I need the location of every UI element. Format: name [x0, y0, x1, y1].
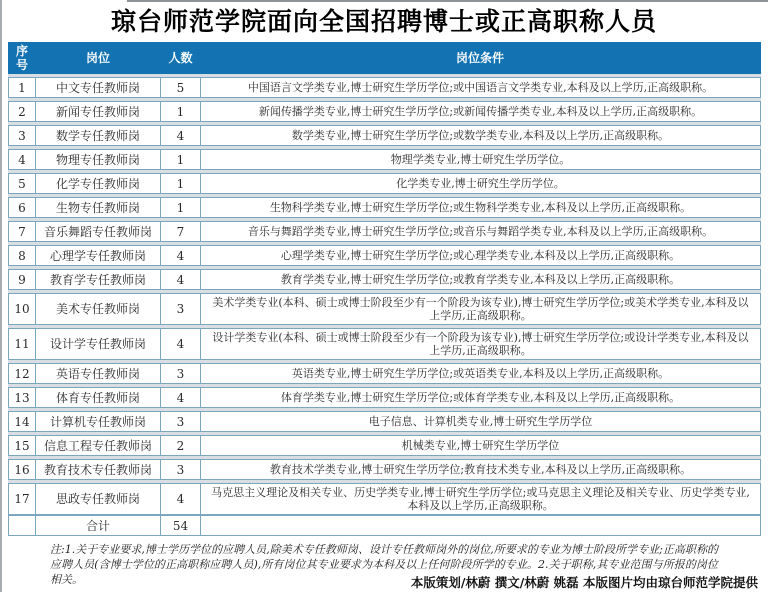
- row-no: 10: [9, 294, 36, 324]
- row-position: 体育专任教师岗: [36, 388, 161, 407]
- row-condition: 设计学类专业(本科、硕士或博士阶段至少有一个阶段为该专业),博士研究生学历学位;或设计学类专业,本科及以上学历,正高级职称。: [212, 331, 749, 357]
- row-count: 1: [161, 174, 201, 193]
- row-condition: 化学类专业,博士研究生学历学位。: [396, 177, 565, 190]
- row-position: 物理专任教师岗: [36, 150, 161, 169]
- column-header-no: 序号: [15, 44, 28, 72]
- total-count: 54: [161, 516, 201, 535]
- recruitment-table: [8, 42, 761, 536]
- table-row: [8, 459, 761, 480]
- row-position: 中文专任教师岗: [36, 78, 161, 97]
- table-body: [8, 77, 761, 515]
- column-header-condition: 岗位条件: [455, 50, 504, 65]
- row-count: 3: [161, 460, 201, 479]
- row-no: 12: [9, 364, 36, 383]
- row-condition: 电子信息、计算机类专业,博士研究生学历学位: [368, 415, 593, 428]
- row-condition: 物理学类专业,博士研究生学历学位。: [390, 153, 571, 166]
- row-no: 11: [9, 329, 36, 359]
- row-position: 思政专任教师岗: [36, 484, 161, 514]
- table-row: [8, 245, 761, 266]
- row-position: 美术专任教师岗: [36, 294, 161, 324]
- column-header-position: 岗位: [85, 51, 110, 65]
- row-condition: 马克思主义理论及相关专业、历史学类专业,博士研究生学历学位;或马克思主义理论及相关专业、历史学类专业,本科及以上学历,正高级职称。: [211, 486, 750, 512]
- row-condition: 生物科学类专业,博士研究生学历学位;或生物科学类专业,本科及以上学历,正高级职称。: [269, 201, 692, 214]
- row-position: 教育学专任教师岗: [36, 270, 161, 289]
- row-count: 4: [161, 270, 201, 289]
- row-position: 教育技术专任教师岗: [36, 460, 161, 479]
- table-row: [8, 101, 761, 122]
- table-row: [8, 387, 761, 408]
- row-no: 1: [9, 78, 36, 97]
- row-position: 英语专任教师岗: [36, 364, 161, 383]
- row-count: 1: [161, 150, 201, 169]
- row-count: 1: [161, 198, 201, 217]
- total-no-cell: [9, 516, 36, 535]
- row-condition: 教育学类专业,博士研究生学历学位;或教育学类专业,本科及以上学历,正高级职称。: [280, 273, 681, 286]
- row-condition: 机械类专业,博士研究生学历学位: [401, 439, 560, 452]
- row-no: 3: [9, 126, 36, 145]
- row-count: 4: [161, 388, 201, 407]
- table-row: [8, 77, 761, 98]
- row-position: 生物专任教师岗: [36, 198, 161, 217]
- row-count: 4: [161, 126, 201, 145]
- scan-edge-top: [127, 0, 768, 2]
- table-row: [8, 197, 761, 218]
- row-count: 4: [161, 484, 201, 514]
- table-total-row: [8, 515, 761, 536]
- row-count: 3: [161, 294, 201, 324]
- row-no: 17: [9, 484, 36, 514]
- row-count: 1: [161, 102, 201, 121]
- row-no: 4: [9, 150, 36, 169]
- row-condition: 美术学类专业(本科、硕士或博士阶段至少有一个阶段为该专业),博士研究生学历学位;或美术学类专业,本科及以上学历,正高级职称。: [212, 296, 749, 322]
- row-position: 数学专任教师岗: [36, 126, 161, 145]
- row-no: 9: [9, 270, 36, 289]
- table-row: [8, 173, 761, 194]
- page-title: 琼台师范学院面向全国招聘博士或正高职称人员: [110, 7, 657, 36]
- total-condition-cell: [201, 516, 760, 535]
- credit-line: 本版策划/林蔚 撰文/林蔚 姚磊 本版图片均由琼台师范学院提供: [410, 575, 758, 590]
- row-no: 14: [9, 412, 36, 431]
- column-header-count: 人数: [168, 51, 193, 65]
- row-condition: 英语类专业,博士研究生学历学位;或英语类专业,本科及以上学历,正高级职称。: [291, 367, 670, 380]
- row-no: 16: [9, 460, 36, 479]
- table-row: [8, 328, 761, 360]
- table-row: [8, 411, 761, 432]
- table-header-row: [8, 42, 761, 74]
- row-count: 3: [161, 412, 201, 431]
- row-count: 4: [161, 246, 201, 265]
- row-count: 2: [161, 436, 201, 455]
- row-condition: 教育技术学类专业,博士研究生学历学位;教育技术类专业,本科及以上学历,正高级职称。: [269, 463, 692, 476]
- total-label: 合计: [36, 516, 161, 535]
- row-condition: 新闻传播学类专业,博士研究生学历学位;或新闻传播学类专业,本科及以上学历,正高级职称。: [258, 105, 703, 118]
- row-no: 7: [9, 222, 36, 241]
- row-condition: 数学类专业,博士研究生学历学位;或数学类专业,本科及以上学历,正高级职称。: [291, 129, 670, 142]
- table-row: [8, 363, 761, 384]
- row-position: 信息工程专任教师岗: [36, 436, 161, 455]
- scan-edge-left: [0, 0, 2, 592]
- table-row: [8, 269, 761, 290]
- row-count: 4: [161, 329, 201, 359]
- row-position: 心理学专任教师岗: [36, 246, 161, 265]
- row-no: 13: [9, 388, 36, 407]
- row-no: 2: [9, 102, 36, 121]
- row-position: 计算机专任教师岗: [36, 412, 161, 431]
- table-row: [8, 221, 761, 242]
- row-condition: 心理学类专业,博士研究生学历学位;或心理学类专业,本科及以上学历,正高级职称。: [280, 249, 681, 262]
- row-condition: 中国语言文学类专业,博士研究生学历学位;或中国语言文学类专业,本科及以上学历,正高级职称。: [247, 81, 714, 94]
- row-position: 设计学专任教师岗: [36, 329, 161, 359]
- row-no: 5: [9, 174, 36, 193]
- row-condition: 音乐与舞蹈学类专业,博士研究生学历学位;或音乐与舞蹈学类专业,本科及以上学历,正高级职称。: [247, 225, 714, 238]
- row-position: 音乐舞蹈专任教师岗: [36, 222, 161, 241]
- row-no: 15: [9, 436, 36, 455]
- row-position: 化学专任教师岗: [36, 174, 161, 193]
- table-row: [8, 435, 761, 456]
- row-count: 3: [161, 364, 201, 383]
- table-row: [8, 149, 761, 170]
- row-count: 7: [161, 222, 201, 241]
- table-row: [8, 293, 761, 325]
- footnote: 注:1.关于专业要求,博士学历学位的应聘人员,除美术专任教师岗、设计专任教师岗外的岗位,所要求的专业为博士阶段所学专业;正高职称的应聘人员(含博士学位的正高职称应聘人员),所有岗位其专业要求为本科及以上任何阶段所学的专业。2.关于职称,其专业范围与所报的岗位相关。: [50, 543, 718, 586]
- row-position: 新闻专任教师岗: [36, 102, 161, 121]
- row-no: 8: [9, 246, 36, 265]
- row-no: 6: [9, 198, 36, 217]
- row-count: 5: [161, 78, 201, 97]
- row-condition: 体育学类专业,博士研究生学历学位;或体育学类专业,本科及以上学历,正高级职称。: [280, 391, 681, 404]
- table-row: [8, 125, 761, 146]
- table-row: [8, 483, 761, 515]
